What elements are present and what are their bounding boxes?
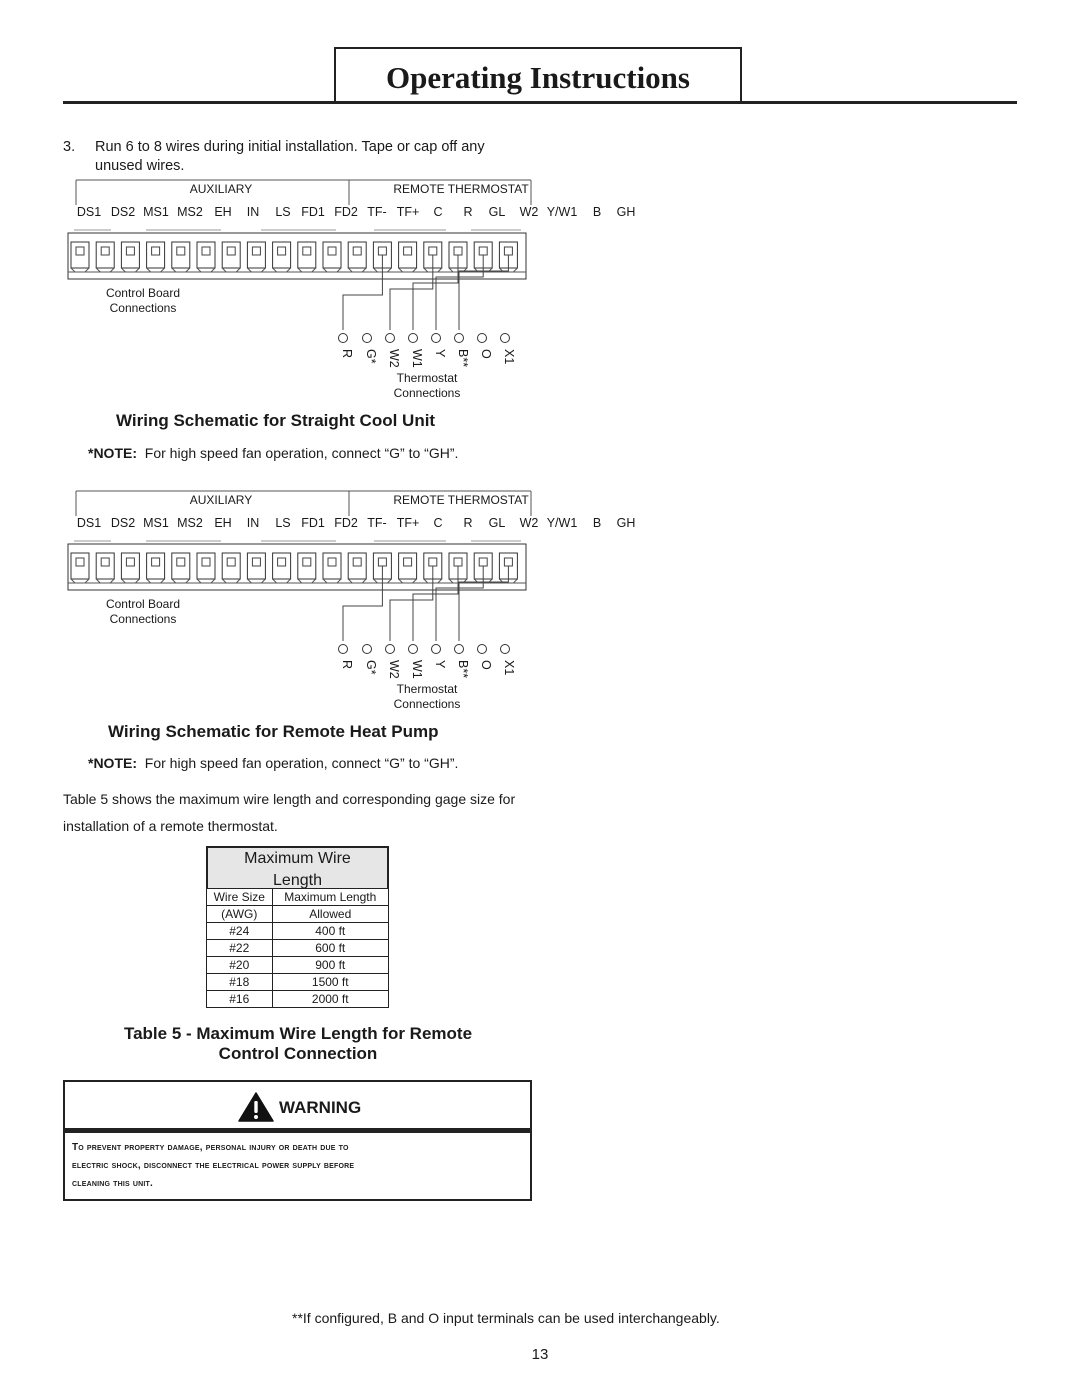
- terminal-label: TF-: [367, 205, 387, 219]
- title-rule: [63, 101, 1017, 104]
- thermostat-terminal-label: G*: [364, 349, 378, 364]
- thermostat-terminal-label: W1: [410, 660, 424, 679]
- warning-header: [63, 1080, 532, 1130]
- terminal-screw: [429, 247, 437, 255]
- thermostat-terminal-label: B**: [456, 660, 470, 679]
- terminal-screw: [404, 558, 412, 566]
- page-title: Operating Instructions: [386, 60, 690, 95]
- thermostat-terminal-label: W2: [387, 660, 401, 679]
- thermostat-terminal-label: W2: [387, 349, 401, 368]
- terminal-screw: [227, 558, 235, 566]
- terminal-screw: [252, 247, 260, 255]
- terminal-label: EH: [214, 516, 232, 530]
- terminal-screw: [101, 247, 109, 255]
- footnote: **If configured, B and O input terminals can be used interchangeably.: [292, 1310, 720, 1326]
- thermostat-terminal-label: R: [340, 660, 354, 670]
- wire-size-cell: #16: [207, 991, 273, 1008]
- terminal-label: MS1: [143, 205, 169, 219]
- terminal-label: DS2: [110, 205, 136, 219]
- step-text: Run 6 to 8 wires during initial installation. Tape or cap off any unused wires.: [95, 139, 485, 174]
- warning-label: WARNING: [279, 1098, 362, 1117]
- terminal-screw: [303, 247, 311, 255]
- terminal-screw: [328, 558, 336, 566]
- warning-line: electric shock, disconnect the electrical power supply before: [72, 1160, 355, 1171]
- terminal-label: R: [463, 516, 473, 530]
- thermostat-terminal-label: Y: [433, 660, 447, 669]
- terminal-screw: [252, 558, 260, 566]
- wiring-diagram-heat-pump: [66, 486, 666, 716]
- terminal-screw: [303, 558, 311, 566]
- group-label-remote-thermostat: REMOTE THERMOSTAT: [393, 182, 529, 196]
- table-row: [207, 940, 389, 957]
- terminal-label: DS2: [110, 516, 136, 530]
- wire-size-cell: #22: [207, 940, 273, 957]
- step-number: 3.: [63, 139, 76, 155]
- thermostat-terminal-label: X1: [502, 660, 516, 676]
- table-title-line2: Length: [273, 872, 322, 889]
- terminal-label: Y/W1: [546, 205, 578, 219]
- schematic-note-2: [88, 755, 458, 771]
- thermostat-caption: Thermostat: [396, 371, 458, 385]
- thermostat-terminal: [478, 645, 487, 654]
- schematic-note-1: [88, 445, 458, 461]
- thermostat-terminal-label: O: [479, 660, 493, 670]
- terminal-label: W2: [519, 516, 539, 530]
- terminal-label: B: [592, 205, 602, 219]
- terminal-label: R: [463, 205, 473, 219]
- page-number: 13: [531, 1346, 549, 1363]
- terminal-label: IN: [246, 205, 260, 219]
- warning-line: cleaning this unit.: [72, 1178, 153, 1189]
- wire-size-cell: #18: [207, 974, 273, 991]
- terminal-label: MS2: [177, 516, 203, 530]
- terminal-label: DS1: [76, 516, 102, 530]
- terminal-screw: [429, 558, 437, 566]
- terminal-screw: [353, 558, 361, 566]
- thermostat-terminal: [339, 645, 348, 654]
- terminal-label: FD2: [334, 205, 358, 219]
- thermostat-terminal-label: R: [340, 349, 354, 359]
- board-caption: Connections: [109, 612, 177, 626]
- board-caption: Connections: [109, 301, 177, 315]
- terminal-screw: [126, 247, 134, 255]
- terminal-label: EH: [214, 205, 232, 219]
- terminal-label: GH: [616, 205, 636, 219]
- table-row: [207, 974, 389, 991]
- note-label: *NOTE:: [88, 445, 137, 461]
- terminal-label: LS: [275, 516, 291, 530]
- thermostat-terminal: [363, 645, 372, 654]
- terminal-label: MS1: [143, 516, 169, 530]
- note-label: *NOTE:: [88, 755, 137, 771]
- thermostat-caption: Connections: [393, 697, 461, 711]
- terminal-label: TF-: [367, 516, 387, 530]
- thermostat-terminal: [409, 645, 418, 654]
- terminal-label: C: [433, 205, 443, 219]
- warning-line: To prevent property damage, personal injury or death due to: [72, 1142, 349, 1153]
- terminal-label: C: [433, 516, 443, 530]
- terminal-label: FD2: [334, 516, 358, 530]
- terminal-screw: [353, 247, 361, 255]
- terminal-screw: [479, 247, 487, 255]
- terminal-screw: [328, 247, 336, 255]
- wire-length-table: [206, 846, 389, 1008]
- terminal-label: B: [592, 516, 602, 530]
- table-row: [207, 991, 389, 1008]
- title-box: [334, 47, 742, 101]
- thermostat-terminal: [339, 334, 348, 343]
- terminal-screw: [504, 247, 512, 255]
- terminal-screw: [378, 558, 386, 566]
- thermostat-terminal-label: W1: [410, 349, 424, 368]
- terminal-screw: [404, 247, 412, 255]
- terminal-screw: [76, 558, 84, 566]
- terminal-label: GH: [616, 516, 636, 530]
- terminal-screw: [177, 558, 185, 566]
- col-header-max-length-unit: Allowed: [272, 906, 388, 923]
- group-label-remote-thermostat: REMOTE THERMOSTAT: [393, 493, 529, 507]
- terminal-label: DS1: [76, 205, 102, 219]
- terminal-screw: [76, 247, 84, 255]
- thermostat-terminal-label: X1: [502, 349, 516, 365]
- terminal-screw: [454, 558, 462, 566]
- terminal-label: TF+: [396, 516, 420, 530]
- warning-triangle-icon: [238, 1092, 274, 1122]
- length-cell: 1500 ft: [272, 974, 388, 991]
- group-label-auxiliary: AUXILIARY: [189, 493, 253, 507]
- terminal-label: W2: [519, 205, 539, 219]
- thermostat-terminal-label: Y: [433, 349, 447, 358]
- table-caption-line1: Table 5 - Maximum Wire Length for Remote: [123, 1024, 473, 1043]
- terminal-label: FD1: [301, 516, 325, 530]
- table-header-row: [207, 889, 389, 906]
- thermostat-terminal: [432, 334, 441, 343]
- terminal-screw: [227, 247, 235, 255]
- terminal-label: Y/W1: [546, 516, 578, 530]
- wire-table-grid: [206, 888, 389, 1008]
- thermostat-terminal: [501, 645, 510, 654]
- terminal-label: MS2: [177, 205, 203, 219]
- thermostat-terminal: [432, 645, 441, 654]
- terminal-label: IN: [246, 516, 260, 530]
- table-caption-line2: Control Connection: [218, 1044, 378, 1063]
- terminal-screw: [504, 558, 512, 566]
- wiring-diagram-straight-cool: [66, 175, 666, 405]
- thermostat-terminal: [455, 334, 464, 343]
- table-row: [207, 957, 389, 974]
- board-caption: Control Board: [105, 286, 181, 300]
- terminal-label: GL: [488, 205, 506, 219]
- terminal-screw: [454, 247, 462, 255]
- table-title: [206, 846, 389, 888]
- table-row: [207, 923, 389, 940]
- length-cell: 900 ft: [272, 957, 388, 974]
- terminal-screw: [152, 558, 160, 566]
- col-header-wire-size-unit: (AWG): [207, 906, 273, 923]
- wire-size-cell: #24: [207, 923, 273, 940]
- terminal-screw: [378, 247, 386, 255]
- thermostat-caption: Thermostat: [396, 682, 458, 696]
- thermostat-terminal: [501, 334, 510, 343]
- thermostat-terminal: [386, 334, 395, 343]
- group-label-auxiliary: AUXILIARY: [189, 182, 253, 196]
- table-caption: [63, 1024, 533, 1064]
- terminal-screw: [126, 558, 134, 566]
- terminal-screw: [202, 558, 210, 566]
- note-text: For high speed fan operation, connect “G” to “GH”.: [144, 445, 459, 461]
- thermostat-terminal-label: G*: [364, 660, 378, 675]
- length-cell: 600 ft: [272, 940, 388, 957]
- thermostat-terminal-label: B**: [456, 349, 470, 368]
- length-cell: 2000 ft: [272, 991, 388, 1008]
- col-header-max-length: Maximum Length: [272, 889, 388, 906]
- thermostat-terminal: [409, 334, 418, 343]
- terminal-label: LS: [275, 205, 291, 219]
- thermostat-terminal: [386, 645, 395, 654]
- thermostat-terminal: [363, 334, 372, 343]
- table-header-row: [207, 906, 389, 923]
- terminal-screw: [101, 558, 109, 566]
- thermostat-terminal: [455, 645, 464, 654]
- thermostat-terminal-label: O: [479, 349, 493, 359]
- thermostat-caption: Connections: [393, 386, 461, 400]
- thermostat-terminal: [478, 334, 487, 343]
- table-intro-paragraph: Table 5 shows the maximum wire length and corresponding gage size for installation of a remote thermostat.: [63, 791, 516, 834]
- terminal-screw: [202, 247, 210, 255]
- table-title-line1: Maximum Wire: [244, 850, 351, 867]
- terminal-label: FD1: [301, 205, 325, 219]
- schematic-heading-straight-cool: Wiring Schematic for Straight Cool Unit: [116, 411, 436, 430]
- warning-body: [63, 1130, 532, 1201]
- wire-size-cell: #20: [207, 957, 273, 974]
- schematic-heading-heat-pump: Wiring Schematic for Remote Heat Pump: [108, 722, 439, 741]
- terminal-label: TF+: [396, 205, 420, 219]
- note-text: For high speed fan operation, connect “G” to “GH”.: [144, 755, 459, 771]
- terminal-screw: [152, 247, 160, 255]
- terminal-screw: [479, 558, 487, 566]
- length-cell: 400 ft: [272, 923, 388, 940]
- terminal-screw: [278, 558, 286, 566]
- terminal-screw: [278, 247, 286, 255]
- col-header-wire-size: Wire Size: [207, 889, 273, 906]
- board-caption: Control Board: [105, 597, 181, 611]
- terminal-screw: [177, 247, 185, 255]
- terminal-label: GL: [488, 516, 506, 530]
